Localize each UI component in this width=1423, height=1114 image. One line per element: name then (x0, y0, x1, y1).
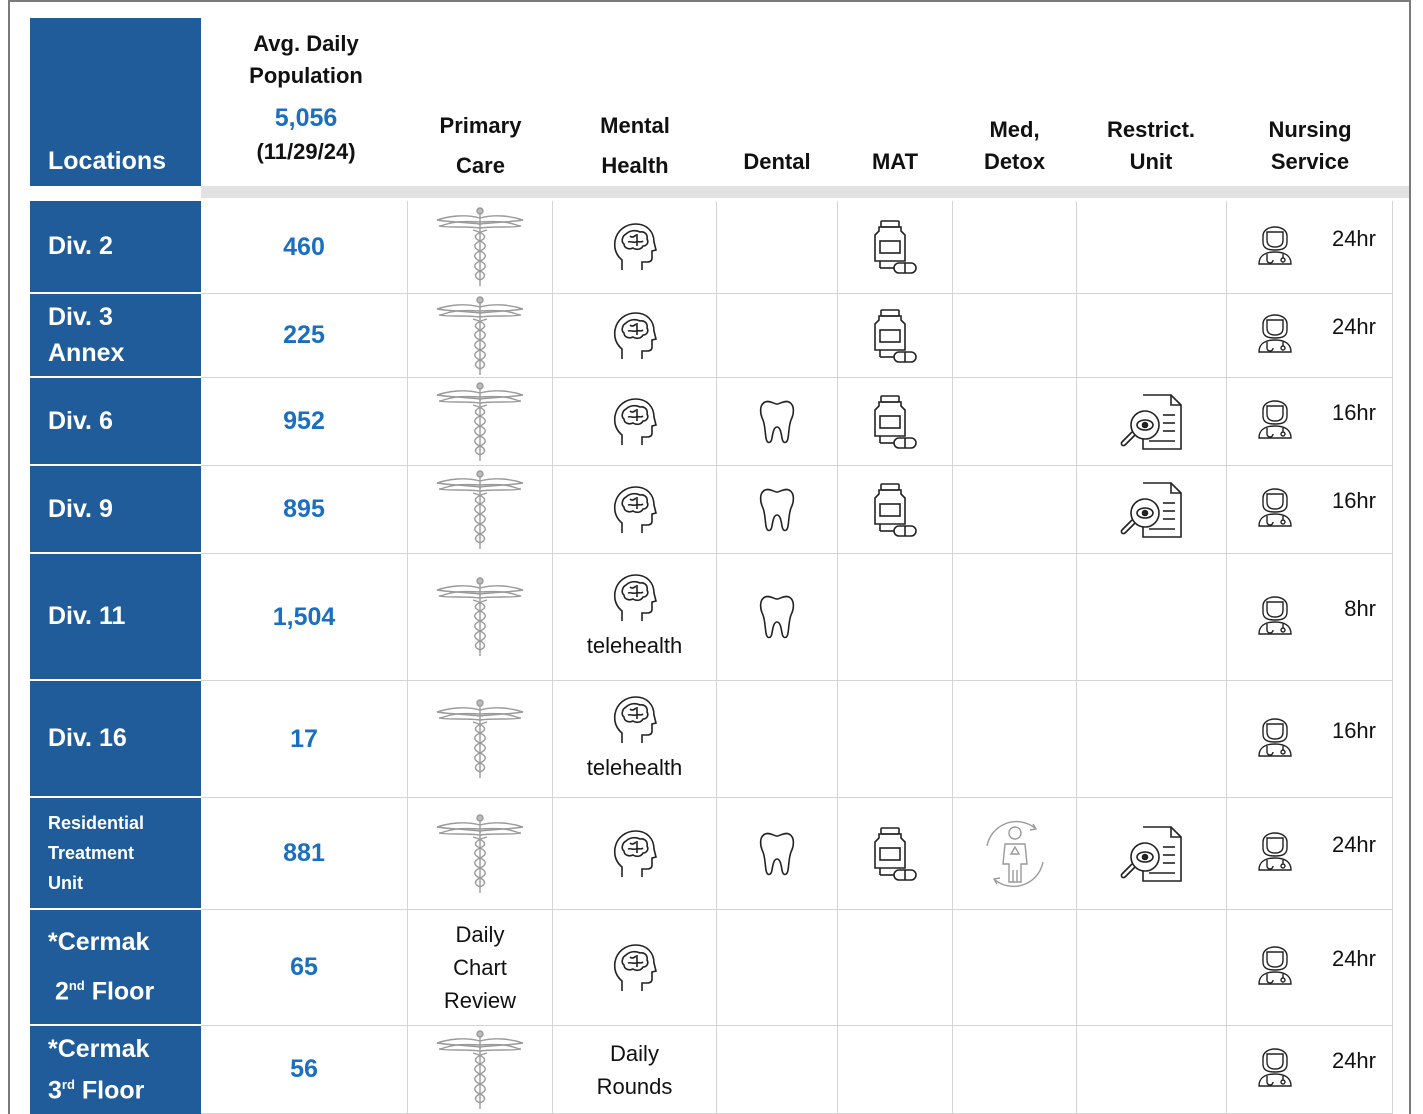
med-cell (953, 294, 1077, 378)
tooth-icon (758, 593, 796, 641)
header-divider (201, 186, 1409, 198)
med-cell (953, 201, 1077, 294)
primary-cell (408, 554, 553, 681)
table-row (201, 798, 1409, 910)
restrict-header-1: Restrict. (1106, 117, 1196, 142)
mental-cell (553, 910, 717, 1026)
telehealth-label: telehealth (586, 632, 683, 658)
location-label: Div. 2 (48, 232, 113, 260)
population-value: 65 (290, 953, 318, 981)
dental-header (717, 146, 837, 178)
med-header-1: Med, (989, 117, 1040, 142)
telehealth-label: telehealth (586, 754, 683, 780)
dental-cell (717, 554, 838, 681)
nursing-cell (1227, 294, 1393, 378)
table-row (201, 681, 1409, 798)
mental-cell (553, 466, 717, 554)
primary-cell (408, 466, 553, 554)
mat-header-label: MAT (871, 149, 919, 174)
dental-cell (717, 466, 838, 554)
detox-person-icon (977, 816, 1053, 892)
location-label-2: Annex (48, 339, 125, 367)
med-cell (953, 681, 1077, 798)
nurse-icon (1255, 824, 1295, 877)
primary-cell (408, 910, 553, 1026)
table-row (201, 554, 1409, 681)
dental-cell (717, 681, 838, 798)
nurse-icon (1255, 392, 1295, 445)
location-cell (30, 294, 201, 376)
primary-cell (408, 378, 553, 466)
mental-cell (553, 681, 717, 798)
nurse-icon (1255, 938, 1295, 991)
nursing-service-header (1227, 114, 1393, 178)
nursing-cell (1227, 910, 1393, 1026)
population-value: 881 (283, 839, 325, 867)
med-detox-header (953, 114, 1076, 178)
table-row (201, 201, 1409, 294)
location-label: Residential (48, 813, 145, 833)
caduceus-icon (435, 1029, 525, 1111)
caduceus-icon (435, 576, 525, 658)
caduceus-icon (435, 295, 525, 377)
pop-cell (201, 201, 408, 294)
mat-cell (838, 294, 953, 378)
caduceus-icon (435, 206, 525, 288)
nursing-cell (1227, 201, 1393, 294)
location-cell (30, 910, 201, 1024)
pop-cell (201, 910, 408, 1026)
location-label-3: Unit (48, 873, 83, 893)
location-cell (30, 554, 201, 679)
nursing-hours: 16hr (1331, 400, 1376, 425)
nursing-cell (1227, 378, 1393, 466)
location-label: *Cermak (48, 928, 150, 957)
pop-cell (201, 1026, 408, 1114)
nursing-hours: 24hr (1331, 225, 1376, 251)
med-cell (953, 798, 1077, 910)
floor-label: Floor (84, 977, 155, 1006)
document-inspection-icon (1119, 393, 1185, 451)
tooth-icon (758, 830, 796, 878)
restrict-cell (1077, 466, 1227, 554)
locations-header-label: Locations (48, 147, 167, 175)
caduceus-icon (435, 698, 525, 780)
location-cell (30, 378, 201, 464)
mental-health-note: Rounds (596, 1073, 673, 1099)
pop-cell (201, 798, 408, 910)
med-header-2: Detox (983, 149, 1046, 174)
primary-care-header (408, 106, 553, 186)
nurse-icon (1255, 588, 1295, 641)
mat-cell (838, 378, 953, 466)
mental-cell (553, 378, 717, 466)
population-value: 17 (290, 724, 318, 753)
mat-cell (838, 1026, 953, 1114)
mental-cell (553, 1026, 717, 1114)
mat-header (838, 146, 952, 178)
primary-care-header-2: Care (456, 153, 505, 178)
brain-head-icon (612, 695, 658, 745)
document-inspection-icon (1119, 825, 1185, 883)
location-cell (30, 1026, 201, 1114)
location-cell (30, 681, 201, 796)
medication-bottle-icon (870, 826, 920, 882)
primary-care-note: Review (443, 988, 517, 1013)
restrict-cell (1077, 294, 1227, 378)
mat-cell (838, 910, 953, 1026)
primary-cell (408, 201, 553, 294)
table-row (201, 378, 1409, 466)
brain-head-icon (612, 573, 658, 623)
location-label: Div. 3 (48, 303, 113, 331)
nurse-icon (1255, 480, 1295, 533)
restrict-cell (1077, 378, 1227, 466)
primary-care-note: Daily (455, 922, 505, 947)
floor-number: 2 (54, 977, 69, 1006)
dental-header-label: Dental (743, 149, 811, 174)
mat-cell (838, 554, 953, 681)
medication-bottle-icon (870, 308, 920, 364)
nurse-icon (1255, 218, 1295, 271)
population-value: 952 (283, 407, 325, 435)
nurse-icon (1255, 306, 1295, 359)
primary-cell (408, 798, 553, 910)
floor-number: 3 (48, 1076, 62, 1105)
location-cell (30, 201, 201, 292)
medication-bottle-icon (870, 394, 920, 450)
nursing-hours: 24hr (1331, 946, 1376, 971)
restrict-cell (1077, 681, 1227, 798)
avg-line1: Avg. Daily (253, 31, 359, 56)
table-row (201, 910, 1409, 1026)
nursing-hours: 16hr (1331, 717, 1376, 743)
location-label-2: Treatment (48, 843, 135, 863)
brain-head-icon (612, 829, 658, 879)
med-cell (953, 910, 1077, 1026)
floor-suffix: nd (68, 978, 85, 994)
location-label: Div. 11 (48, 602, 126, 630)
floor-suffix: rd (61, 1077, 75, 1093)
avg-population-header (211, 28, 401, 168)
med-cell (953, 378, 1077, 466)
nursing-cell (1227, 681, 1393, 798)
mat-cell (838, 201, 953, 294)
table-row (201, 466, 1409, 554)
brain-head-icon (612, 311, 658, 361)
nurse-icon (1255, 1040, 1295, 1093)
mental-health-header-1: Mental (600, 113, 670, 138)
restrict-header-2: Unit (1129, 149, 1173, 174)
nursing-cell (1227, 466, 1393, 554)
dental-cell (717, 201, 838, 294)
nursing-hours: 24hr (1331, 1048, 1376, 1073)
mat-cell (838, 681, 953, 798)
population-value: 56 (290, 1055, 318, 1083)
mental-cell (553, 554, 717, 681)
restrict-cell (1077, 201, 1227, 294)
avg-date: (11/29/24) (256, 139, 356, 164)
brain-head-icon (612, 397, 658, 447)
tooth-icon (758, 398, 796, 446)
pop-cell (201, 466, 408, 554)
medication-bottle-icon (870, 482, 920, 538)
primary-cell (408, 681, 553, 798)
med-cell (953, 466, 1077, 554)
table-row (201, 294, 1409, 378)
population-value: 895 (283, 495, 325, 523)
nursing-hours: 8hr (1344, 595, 1376, 621)
floor-label: Floor (74, 1076, 145, 1105)
brain-head-icon (612, 485, 658, 535)
mental-health-note: Daily (610, 1040, 659, 1066)
restrict-cell (1077, 798, 1227, 910)
pop-cell (201, 378, 408, 466)
location-cell (30, 798, 201, 908)
restrict-cell (1077, 554, 1227, 681)
dental-cell (717, 1026, 838, 1114)
brain-head-icon (612, 943, 658, 993)
nursing-header-1: Nursing (1268, 117, 1352, 142)
mental-cell (553, 294, 717, 378)
med-cell (953, 1026, 1077, 1114)
dental-cell (717, 294, 838, 378)
location-label: Div. 16 (48, 724, 127, 752)
nursing-hours: 24hr (1331, 832, 1376, 857)
primary-care-header-1: Primary (439, 113, 522, 138)
pop-cell (201, 294, 408, 378)
nursing-header-2: Service (1270, 149, 1350, 174)
restrict-unit-header (1077, 114, 1225, 178)
caduceus-icon (435, 381, 525, 463)
nursing-cell (1227, 1026, 1393, 1114)
primary-care-note: Chart (453, 955, 507, 980)
brain-head-icon (612, 222, 658, 272)
restrict-cell (1077, 1026, 1227, 1114)
population-value: 225 (283, 321, 325, 349)
avg-line2: Population (249, 63, 363, 88)
nursing-cell (1227, 798, 1393, 910)
mat-cell (838, 798, 953, 910)
nursing-hours: 16hr (1331, 488, 1376, 513)
document-inspection-icon (1119, 481, 1185, 539)
mental-health-header (555, 106, 715, 186)
population-value: 460 (283, 232, 325, 261)
locations-header (30, 18, 201, 186)
location-label: Div. 6 (48, 406, 113, 435)
caduceus-icon (435, 813, 525, 895)
dental-cell (717, 910, 838, 1026)
primary-cell (408, 1026, 553, 1114)
mental-cell (553, 798, 717, 910)
nursing-hours: 24hr (1331, 314, 1376, 339)
tooth-icon (758, 486, 796, 534)
pop-cell (201, 681, 408, 798)
dental-cell (717, 798, 838, 910)
location-label: *Cermak (48, 1035, 150, 1064)
mental-cell (553, 201, 717, 294)
location-cell (30, 466, 201, 552)
mat-cell (838, 466, 953, 554)
location-label: Div. 9 (48, 494, 113, 523)
primary-cell (408, 294, 553, 378)
caduceus-icon (435, 469, 525, 551)
table-row (201, 1026, 1409, 1114)
dental-cell (717, 378, 838, 466)
mental-health-header-2: Health (601, 153, 669, 178)
nursing-cell (1227, 554, 1393, 681)
medication-bottle-icon (870, 219, 920, 275)
nurse-icon (1255, 710, 1295, 763)
restrict-cell (1077, 910, 1227, 1026)
population-value: 1,504 (272, 602, 336, 631)
avg-total: 5,056 (274, 104, 338, 132)
med-cell (953, 554, 1077, 681)
pop-cell (201, 554, 408, 681)
